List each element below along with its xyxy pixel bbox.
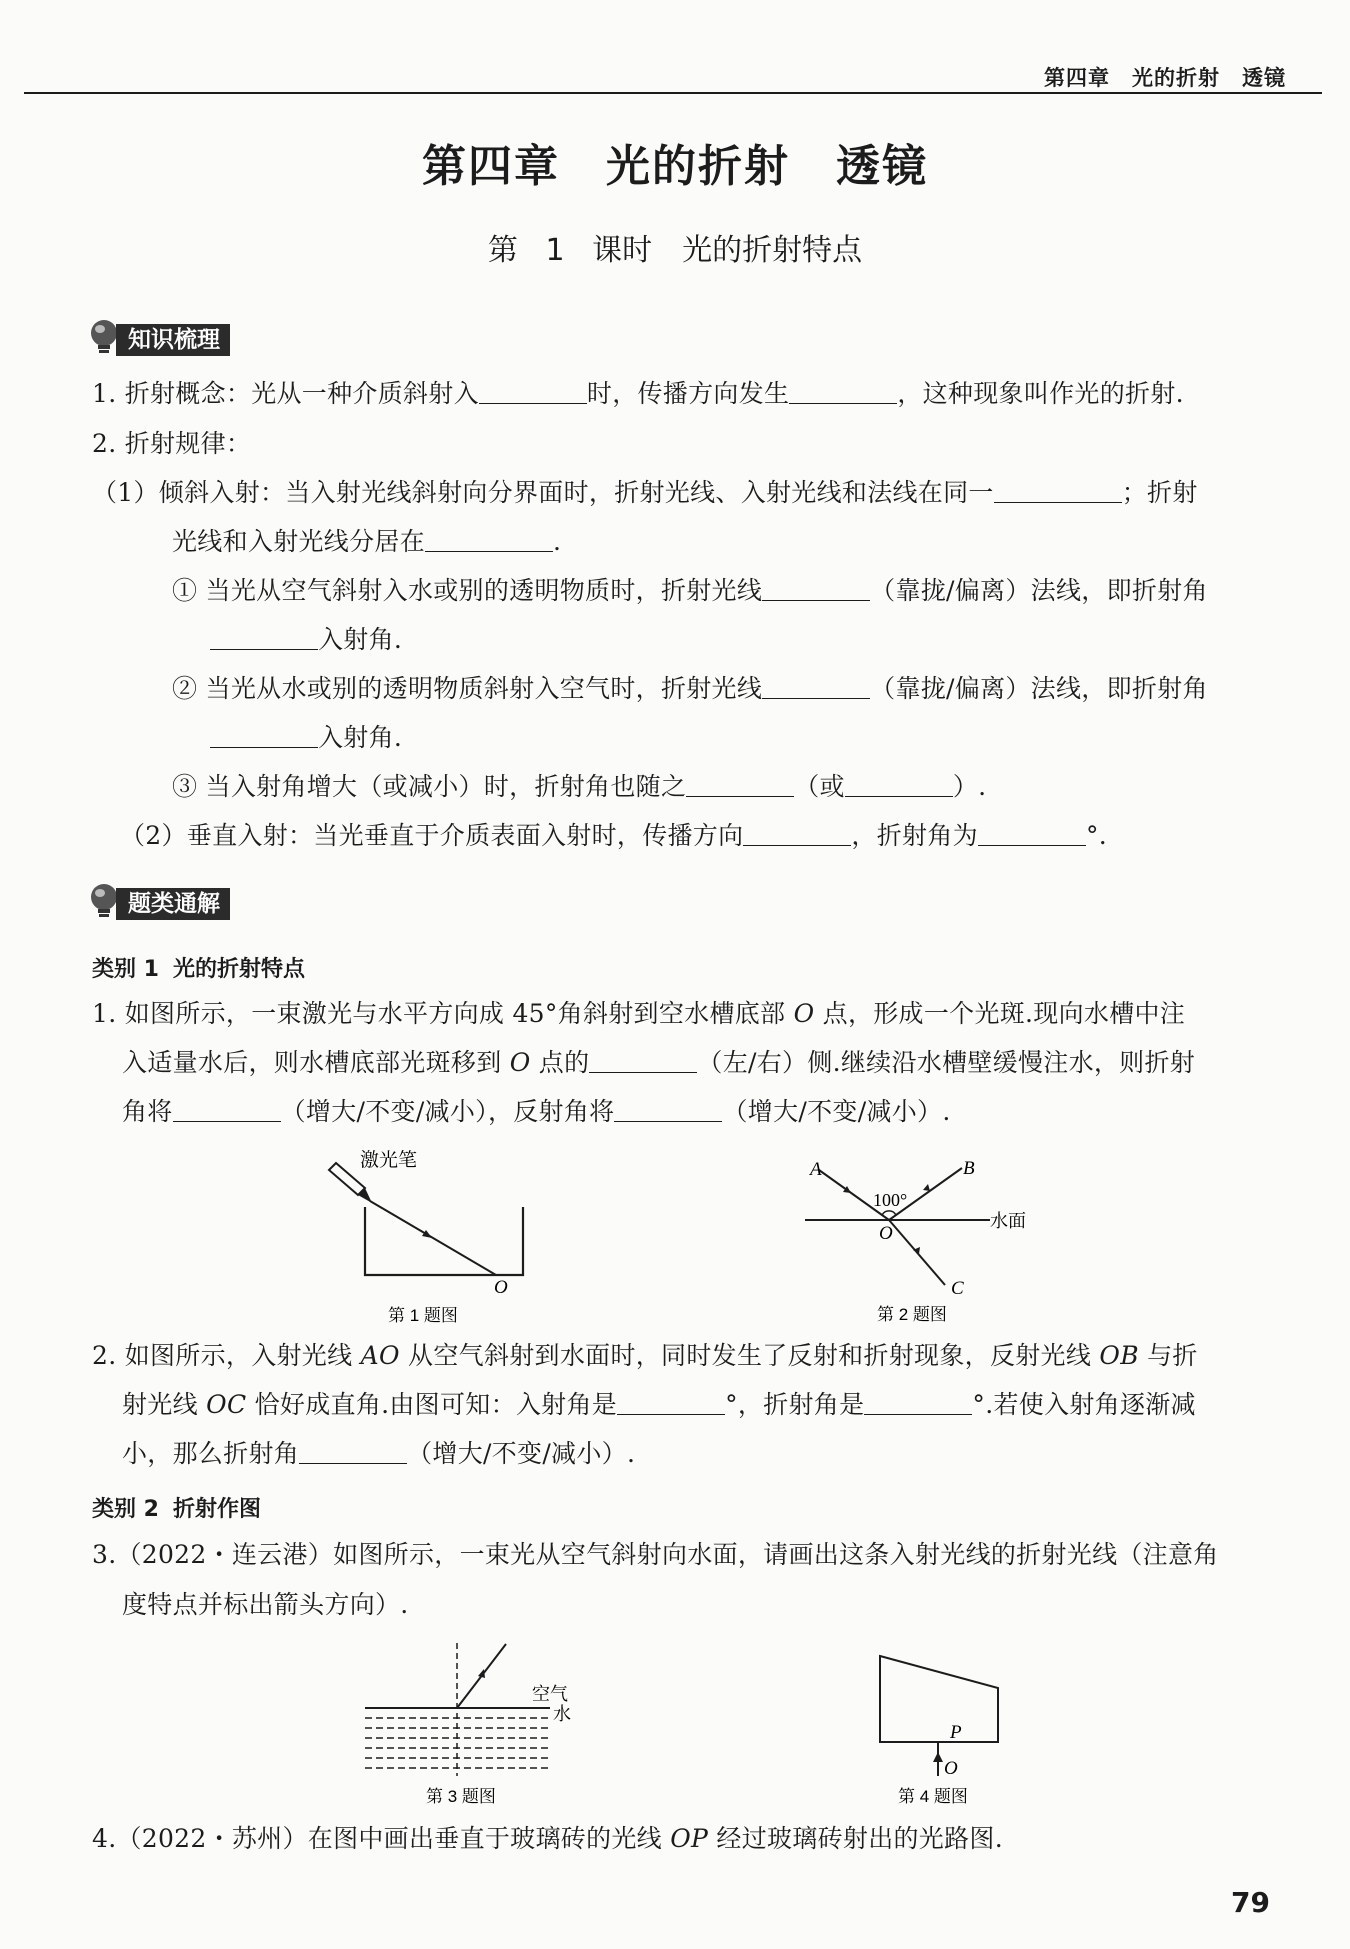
answer-blank [425,525,553,552]
arrow-up-icon [933,1752,943,1762]
arrow-icon [422,1230,432,1238]
answer-blank [762,672,870,699]
text: ② 当光从水或别的透明物质斜射入空气时，折射光线 [172,674,763,703]
ray-ob-label: OB [1099,1341,1139,1370]
text: °，折射角是 [725,1390,865,1419]
figure-caption: 第 1 题图 [388,1306,458,1325]
answer-blank [864,1388,972,1415]
text: （2）垂直入射：当光垂直于介质表面入射时，传播方向 [120,821,744,850]
text: 与折 [1138,1341,1198,1370]
answer-blank [589,1046,697,1073]
ray-op-label: OP [670,1824,709,1853]
category-1-heading [92,952,305,983]
knowledge-line-8 [210,719,1350,757]
answer-blank [210,721,318,748]
knowledge-line-6 [210,621,1350,659]
ray-oc-label: OC [206,1390,247,1419]
knowledge-line-10 [120,817,1300,855]
text: ；折射 [1121,478,1198,507]
text: 入射角. [318,723,403,752]
figure-4-glass-brick [870,1648,1020,1810]
point-o-label: O [494,1277,508,1298]
answer-blank [299,1437,407,1464]
text: 小，那么折射角 [122,1439,300,1468]
point-o: O [509,1048,531,1077]
answer-blank [789,377,897,404]
running-head-chapter: 第四章 [1044,66,1110,90]
text: 射光线 [122,1390,207,1419]
answer-blank [994,476,1122,503]
text: ① 当光从空气斜射入水或别的透明物质时，折射光线 [172,576,763,605]
category-2-heading [92,1492,261,1523]
water-label: 水 [553,1704,571,1724]
point-a-label: A [810,1159,822,1180]
figure-caption: 第 3 题图 [426,1787,496,1806]
running-head-title: 光的折射 透镜 [1132,66,1286,90]
section-tag-knowledge: 知识梳理 [116,324,230,356]
figure-caption: 第 4 题图 [898,1787,968,1806]
answer-blank [978,819,1086,846]
text: 入适量水后，则水槽底部光斑移到 [122,1048,510,1077]
text: 从空气斜射到水面时，同时发生了反射和折射现象，反射光线 [399,1341,1100,1370]
question-1-line-2 [122,1044,1302,1082]
water-surface-label: 水面 [990,1211,1026,1231]
text: （增大/不变/减小），反射角将 [280,1097,615,1126]
knowledge-line-7 [172,670,1350,708]
page-number: 79 [1231,1886,1270,1919]
text: 时，传播方向发生 [586,379,790,408]
text: 恰好成直角.由图可知：入射角是 [246,1390,618,1419]
category-title: 光的折射特点 [172,957,305,982]
figure-2-reflection-refraction [795,1150,1035,1330]
question-2-line-1 [92,1337,1272,1375]
answer-blank [762,574,870,601]
question-1-line-1 [92,995,1272,1033]
point-b-label: B [963,1158,975,1179]
text: ，这种现象叫作光的折射. [897,379,1184,408]
chapter-title: 第四章 光的折射 透镜 [422,141,928,192]
knowledge-line-4 [172,523,1350,561]
ray-ao-label: AO [360,1341,400,1370]
glass-brick [880,1656,998,1742]
knowledge-line-2: 2. 折射规律： [92,429,252,458]
knowledge-line-9 [172,768,1350,806]
text: 1. 如图所示，一束激光与水平方向成 45°角斜射到空水槽底部 [92,999,794,1028]
arrow-icon [923,1184,930,1191]
answer-blank [845,770,953,797]
category-label: 类别 1 [92,957,159,982]
point-p-label: P [950,1722,962,1743]
figure-caption: 第 2 题图 [877,1305,947,1324]
answer-blank [743,819,851,846]
laser-beam [370,1201,496,1275]
air-label: 空气 [532,1684,568,1704]
text: （或 [794,772,845,801]
point-c-label: C [951,1278,964,1299]
point-o-label: O [879,1223,893,1244]
text: . [553,527,562,556]
text: 经过玻璃砖射出的光路图. [708,1824,1003,1853]
figure-3-air-water [360,1638,590,1810]
answer-blank [686,770,794,797]
text: 角将 [122,1097,173,1126]
answer-blank [173,1095,281,1122]
question-3-line-1: 3.（2022・连云港）如图所示，一束光从空气斜射向水面，请画出这条入射光线的折射光线（注意角 [92,1540,1219,1569]
text: 4.（2022・苏州）在图中画出垂直于玻璃砖的光线 [92,1824,671,1853]
text: 光线和入射光线分居在 [172,527,426,556]
point-o-label: O [944,1758,958,1779]
question-3-line-2: 度特点并标出箭头方向）. [122,1590,409,1619]
question-1-line-3 [122,1093,1302,1131]
answer-blank [617,1388,725,1415]
text: ，折射角为 [851,821,978,850]
category-title: 折射作图 [172,1497,261,1522]
text: （靠拢/偏离）法线，即折射角 [870,576,1208,605]
question-4-line-1 [92,1820,1272,1858]
question-2-line-3 [122,1435,1302,1473]
text: （左/右）侧.继续沿水槽壁缓慢注水，则折射 [697,1048,1196,1077]
text: （靠拢/偏离）法线，即折射角 [870,674,1208,703]
knowledge-line-3 [92,474,1272,512]
arrow-icon [478,1669,485,1678]
text: 2. 如图所示，入射光线 [92,1341,361,1370]
text: °.若使入射角逐渐减 [972,1390,1196,1419]
figure-1-laser-tank [320,1145,540,1325]
lesson-title: 第 1 课时 光的折射特点 [487,233,863,268]
text: （增大/不变/减小）. [722,1097,951,1126]
text: 1. 折射概念：光从一种介质斜射入 [92,379,479,408]
text: ）. [952,772,987,801]
header-rule [24,92,1322,94]
answer-blank [479,377,587,404]
text: 点的 [530,1048,590,1077]
knowledge-line-5 [172,572,1350,610]
answer-blank [614,1095,722,1122]
text: ③ 当入射角增大（或减小）时，折射角也随之 [172,772,687,801]
water-tank [365,1207,523,1275]
angle-label: 100° [873,1190,908,1210]
section-tag-practice: 题类通解 [116,888,230,920]
text: （1）倾斜入射：当入射光线斜射向分界面时，折射光线、入射光线和法线在同一 [92,478,994,507]
text: °. [1085,821,1107,850]
text: 入射角. [318,625,403,654]
knowledge-line-1 [92,375,1272,413]
category-label: 类别 2 [92,1497,159,1522]
running-head [1044,62,1286,92]
question-2-line-2 [122,1386,1302,1424]
answer-blank [210,623,318,650]
text: 点，形成一个光斑.现向水槽中注 [814,999,1186,1028]
angle-arc [882,1211,896,1215]
text: （增大/不变/减小）. [407,1439,636,1468]
laser-label: 激光笔 [360,1150,418,1171]
point-o: O [793,999,815,1028]
